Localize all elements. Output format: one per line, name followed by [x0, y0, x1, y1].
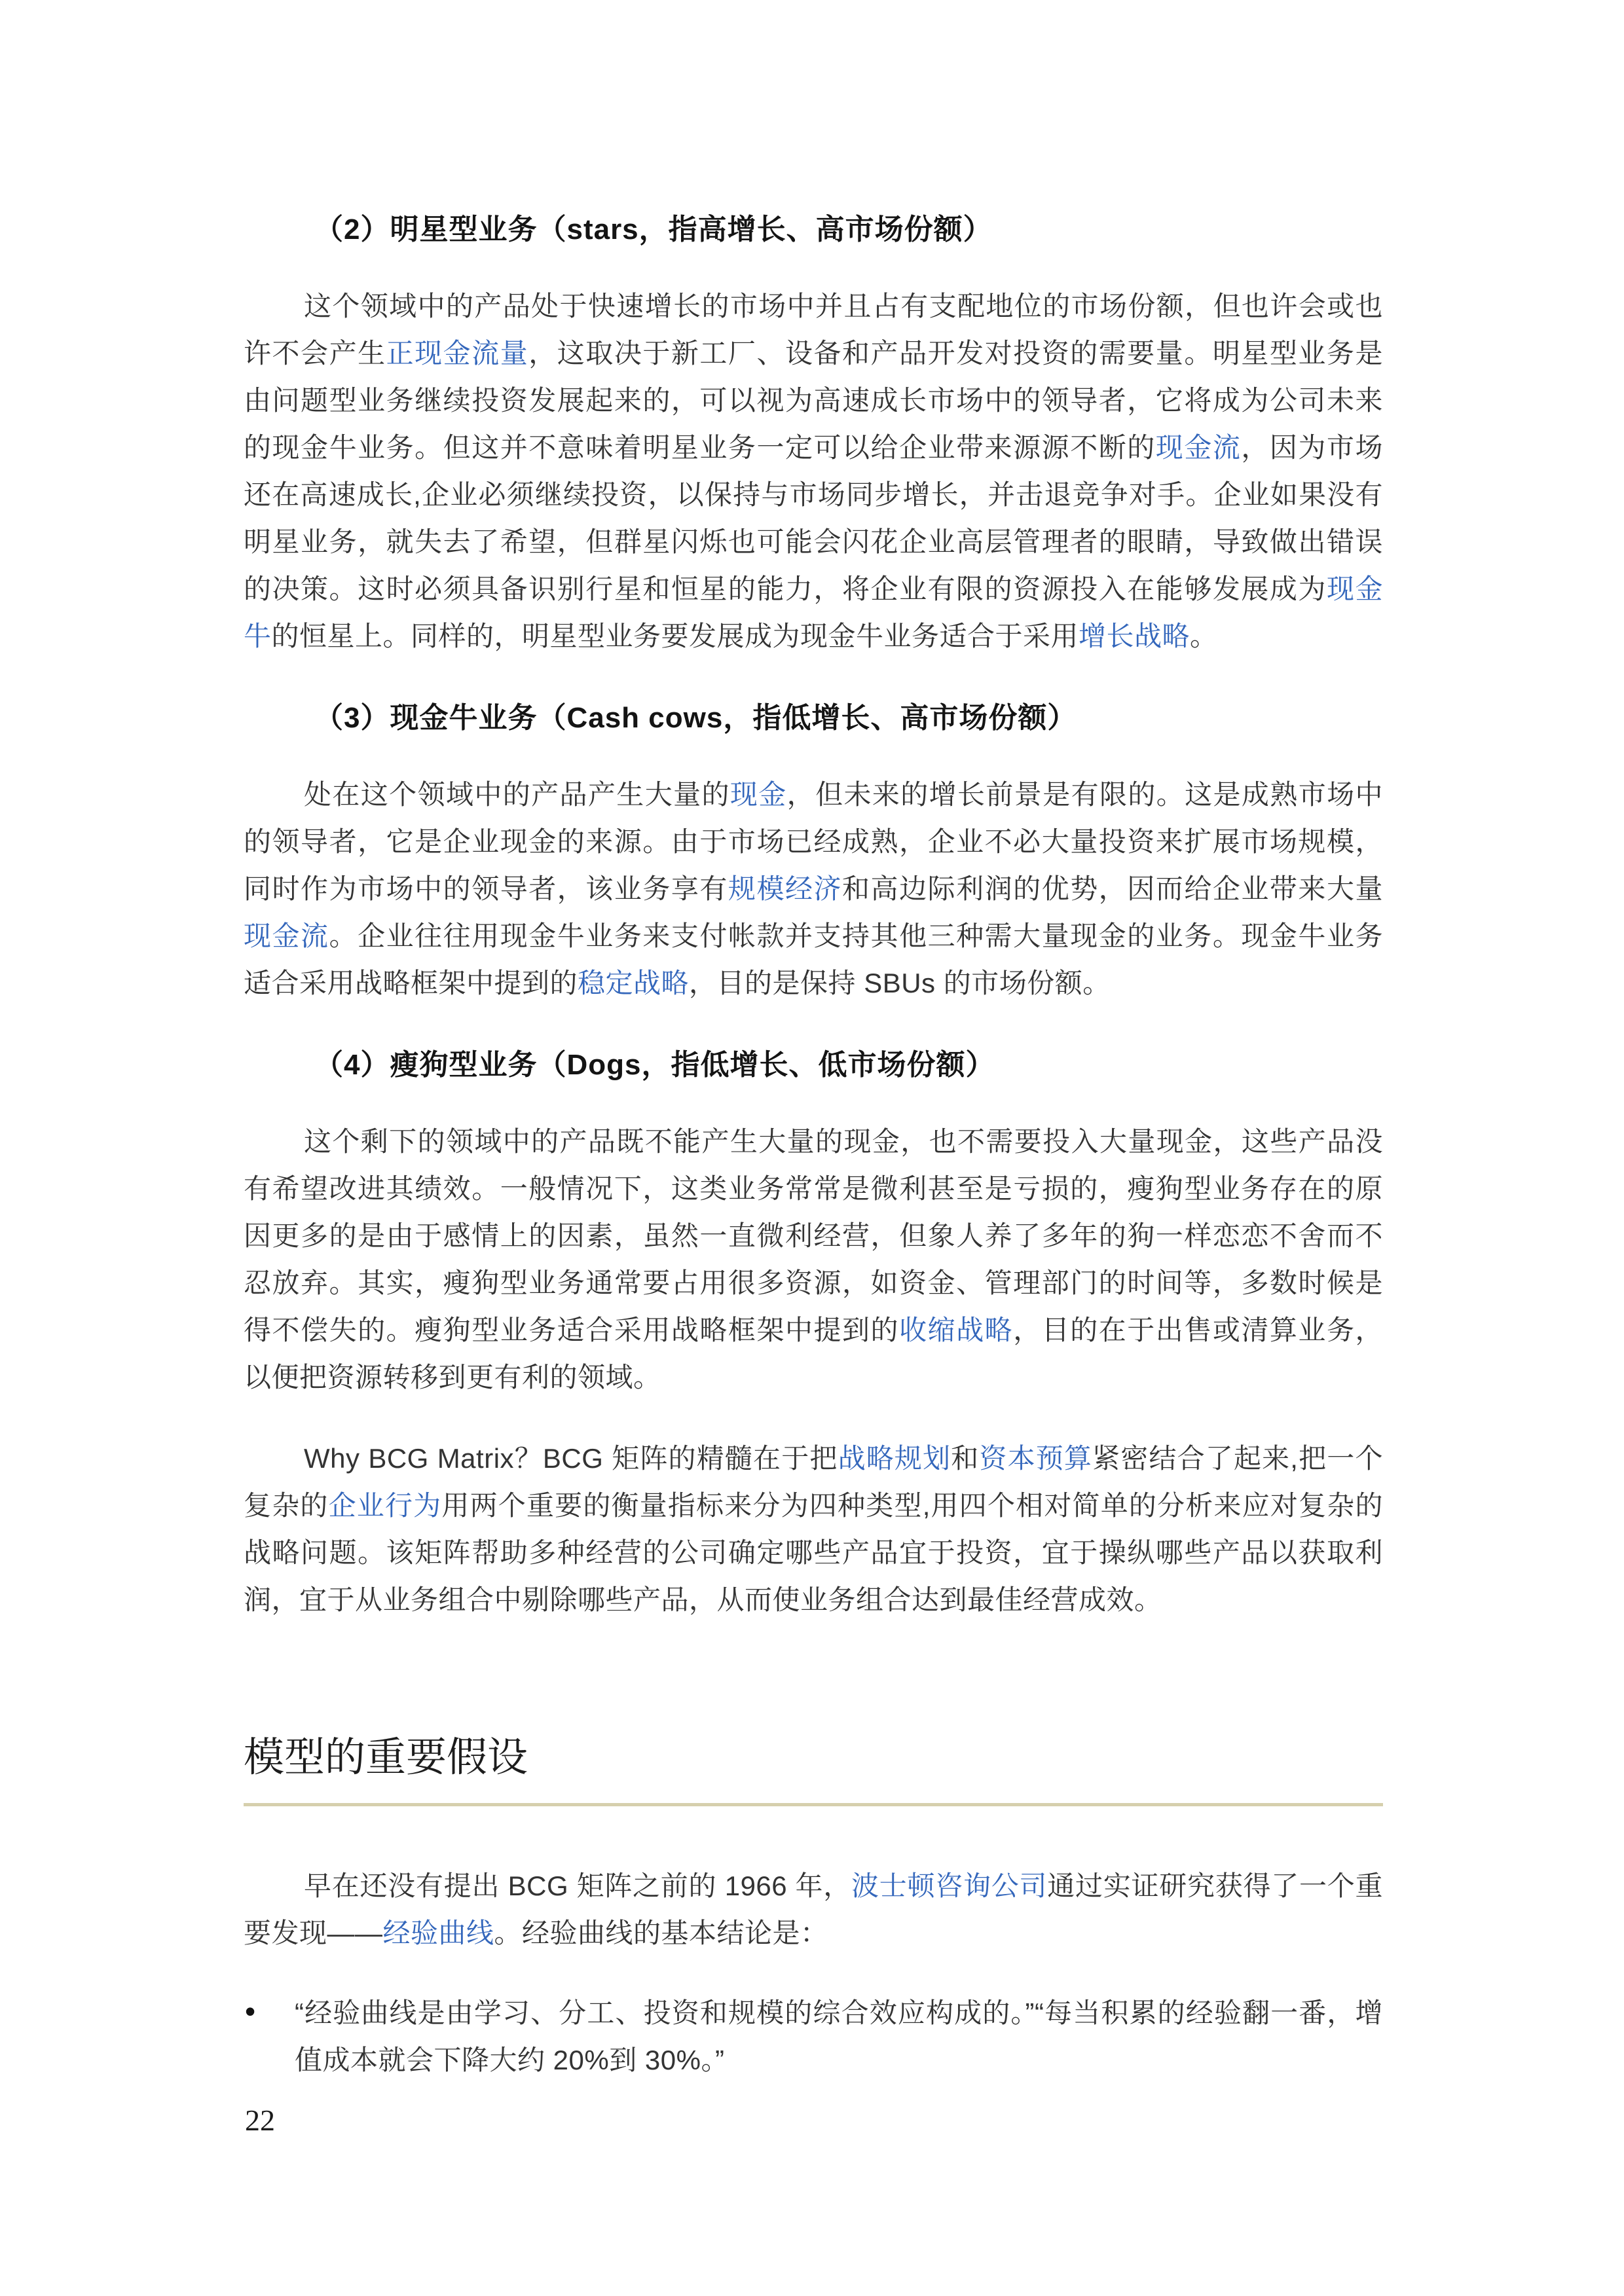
- text-run: 处在这个领域中的产品产生大量的: [304, 779, 730, 810]
- text-run: ，目的是保持 SBUs 的市场份额。: [689, 968, 1111, 998]
- text-run: 用两个重要的衡量指标来分为四种类型,用四个相对简单的分析来应对复杂的战略问题。该矩阵帮助多种经营的公司确定哪些产品宜于投资，宜于操纵哪些产品以获取利润，宜于从业务组合中剔除哪些产品，从而使业务组合达到最佳经营成效。: [244, 1490, 1383, 1615]
- text-run: 紧密结合了起来,把一个复杂的: [244, 1443, 1383, 1521]
- heading-cash-cows: （3）现金牛业务（Cash cows，指低增长、高市场份额）: [314, 702, 1077, 734]
- text-run: 和: [951, 1443, 980, 1474]
- text-run: 。: [1190, 621, 1218, 651]
- text-run: 这个领域中的产品处于快速增长的市场中并且占有支配地位的市场份额，但也许会或也许不会产生: [244, 291, 1383, 369]
- page-content: [244, 0, 1383, 2084]
- list-item-text: “经验曲线是由学习、分工、投资和规模的综合效应构成的。”“每当积累的经验翻一番，增值成本就会下降大约 20%到 30%。”: [295, 1997, 1383, 2075]
- text-run: 这个剩下的领域中的产品既不能产生大量的现金，也不需要投入大量现金，这些产品没有希望改进其绩效。一般情况下，这类业务常常是微利甚至是亏损的，瘦狗型业务存在的原因更多的是由于感情上的因素，虽然一直微利经营，但象人养了多年的狗一样恋恋不舍而不忍放弃。其实，瘦狗型业务通常要占用很多资源，如资金、管理部门的时间等，多数时候是得不偿失的。瘦狗型业务适合采用战略框架中提到的: [244, 1126, 1383, 1345]
- wiki-link[interactable]: 现金流: [244, 920, 329, 951]
- text-run: 通过实证研究获得了一个重要发现——: [244, 1870, 1383, 1948]
- section-heading-model-assumptions: 模型的重要假设: [244, 1735, 1383, 1806]
- bullet-list: [244, 1990, 1383, 2084]
- wiki-link[interactable]: 现金: [729, 779, 787, 810]
- heading-stars: （2）明星型业务（stars，指高增长、高市场份额）: [314, 213, 993, 246]
- list-item: [244, 1990, 1383, 2084]
- wiki-link[interactable]: 波士顿咨询公司: [851, 1870, 1048, 1901]
- text-run: Why BCG Matrix？BCG 矩阵的精髓在于把: [304, 1443, 838, 1474]
- text-run: 。企业往往用现金牛业务来支付帐款并支持其他三种需大量现金的业务。现金牛业务适合采用战略框架中提到的: [244, 920, 1383, 998]
- text-run: ，因为市场还在高速成长,企业必须继续投资，以保持与市场同步增长，并击退竞争对手。企业如果没有明星业务，就失去了希望，但群星闪烁也可能会闪花企业高层管理者的眼睛，导致做出错误的决策。这时必须具备识别行星和恒星的能力，将企业有限的资源投入在能够发展成为: [244, 432, 1383, 604]
- paragraph-cash-cows: [244, 771, 1383, 1007]
- wiki-link[interactable]: 正现金流量: [386, 338, 529, 369]
- wiki-link[interactable]: 现金流: [1155, 432, 1242, 463]
- wiki-link[interactable]: 经验曲线: [382, 1918, 494, 1948]
- text-run: 早在还没有提出 BCG 矩阵之前的 1966 年，: [304, 1870, 852, 1901]
- paragraph-dogs: [244, 1118, 1383, 1401]
- wiki-link[interactable]: 企业行为: [328, 1490, 442, 1521]
- bullet-icon: •: [245, 1994, 256, 2028]
- text-run: ，目的在于出售或清算业务，以便把资源转移到更有利的领域。: [244, 1315, 1383, 1393]
- page-number: 22: [245, 2104, 275, 2137]
- text-run: 的恒星上。同样的，明星型业务要发展成为现金牛业务适合于采用: [271, 621, 1079, 651]
- wiki-link[interactable]: 增长战略: [1079, 621, 1190, 651]
- paragraph-why-bcg: [244, 1435, 1383, 1624]
- text-run: 。经验曲线的基本结论是：: [494, 1918, 828, 1948]
- wiki-link[interactable]: 现金牛: [244, 574, 1383, 651]
- text-run: 和高边际利润的优势，因而给企业带来大量: [842, 873, 1383, 904]
- paragraph-stars: [244, 283, 1383, 660]
- wiki-link[interactable]: 战略规划: [838, 1443, 951, 1474]
- text-run: ，但未来的增长前景是有限的。这是成熟市场中的领导者，它是企业现金的来源。由于市场已经成熟，企业不必大量投资来扩展市场规模，同时作为市场中的领导者，该业务享有: [244, 779, 1383, 904]
- wiki-link[interactable]: 稳定战略: [578, 968, 690, 998]
- wiki-link[interactable]: 规模经济: [728, 873, 843, 904]
- wiki-link[interactable]: 收缩战略: [899, 1315, 1014, 1345]
- text-run: ，这取决于新工厂、设备和产品开发对投资的需要量。明星型业务是由问题型业务继续投资发展起来的，可以视为高速成长市场中的领导者，它将成为公司未来的现金牛业务。但这并不意味着明星业务一定可以给企业带来源源不断的: [244, 338, 1383, 463]
- wiki-link[interactable]: 资本预算: [979, 1443, 1093, 1474]
- paragraph-experience-curve: [244, 1863, 1383, 1957]
- heading-dogs: （4）瘦狗型业务（Dogs，指低增长、低市场份额）: [314, 1049, 995, 1081]
